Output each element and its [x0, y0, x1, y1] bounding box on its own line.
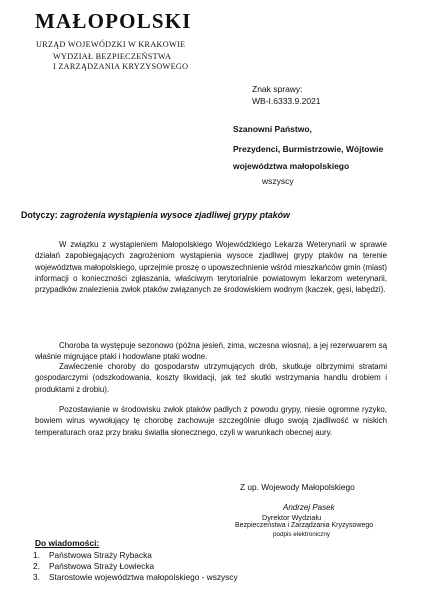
list-item	[33, 561, 413, 572]
reference-label: Znak sprawy:	[252, 84, 303, 94]
subject-text: zagrożenia wystąpienia wysoce zjadliwej grypy ptaków	[60, 210, 290, 220]
department-line-1: WYDZIAŁ BEZPIECZEŃSTWA	[53, 52, 172, 61]
signatory-name: Andrzej Pasek	[283, 503, 335, 512]
addressee-line: Prezydenci, Burmistrzowie, Wójtowie	[233, 144, 384, 154]
paragraph-text: W związku z wystąpieniem Małopolskiego Wojewódzkiego Lekarza Weterynarii w sprawie działań zapobiegających zagrożeniom wystąpienia wysoce zjadliwej grypy ptaków na terenie województwa małopolskiego, uprzejmie proszę o upowszechnienie wśród mieszkańców gmin (miast) informacji o konieczności zgłaszania, właściwym terytorialnie powiatowym lekarzom weterynarii, przypadków znalezienia zwłok ptaków związanych ze środowiskiem wodnym (kaczek, gęsi, łabędzi).	[35, 240, 387, 295]
salutation: Szanowni Państwo,	[233, 124, 312, 134]
list-text: Państwowa Straży Rybacka	[49, 550, 152, 560]
list-text: Państwowa Straży Łowiecka	[49, 561, 155, 572]
reference-number: WB-I.6333.9.2021	[252, 96, 321, 106]
recipients-list	[33, 550, 413, 584]
list-text: Starostowie województwa małopolskiego - wszyscy	[49, 572, 238, 583]
signature-note: podpis elektroniczny	[273, 531, 331, 538]
list-number: 3.	[33, 572, 40, 583]
list-item	[33, 572, 413, 583]
signatory-role: Dyrektor Wydziału	[262, 513, 322, 522]
list-number: 2.	[33, 561, 40, 572]
body-paragraph	[35, 361, 387, 395]
paragraph-text: Pozostawianie w środowisku zwłok ptaków padłych z powodu grypy, niesie ogromne ryzyko, bowiem wirus wywołujący tę chorobę zachowuje szczególnie długo swoją zjadliwość w niskich temperaturach oraz przy braku światła słonecznego, czyli w warunkach obecnej aury.	[35, 405, 387, 437]
signature-on-behalf: Z up. Wojewody Małopolskiego	[240, 482, 355, 492]
list-item	[33, 550, 413, 561]
body-paragraph	[35, 239, 387, 295]
signatory-department: Bezpieczeństwa i Zarządzania Kryzysowego	[235, 522, 374, 529]
subject-line	[21, 210, 290, 220]
body-paragraph	[35, 340, 387, 363]
paragraph-text: Choroba ta występuje sezonowo (późna jesień, zima, wczesna wiosna), a jej rezerwuarem są właśnie migrujące ptaki i hodowlane ptaki wodne.	[35, 341, 387, 362]
recipients-title: Do wiadomości:	[35, 538, 100, 548]
department-line-2: I ZARZĄDZANIA KRYZYSOWEGO	[53, 62, 189, 71]
addressee-region: województwa małopolskiego	[233, 161, 350, 171]
paragraph-text: Zawleczenie choroby do gospodarstw utrzymujących drób, skutkuje olbrzymimi stratami gospodarczymi (odszkodowania, koszty likwidacji, jak też skutki wstrzymania handlu drobiem i produktami z drobiu).	[35, 362, 387, 394]
office-name: URZĄD WOJEWÓDZKI W KRAKOWIE	[36, 40, 186, 49]
body-paragraph	[35, 404, 387, 438]
list-number: 1.	[33, 550, 40, 560]
office-title: MAŁOPOLSKI	[35, 9, 192, 33]
subject-label: Dotyczy:	[21, 210, 58, 220]
addressee-all: wszyscy	[262, 176, 294, 186]
